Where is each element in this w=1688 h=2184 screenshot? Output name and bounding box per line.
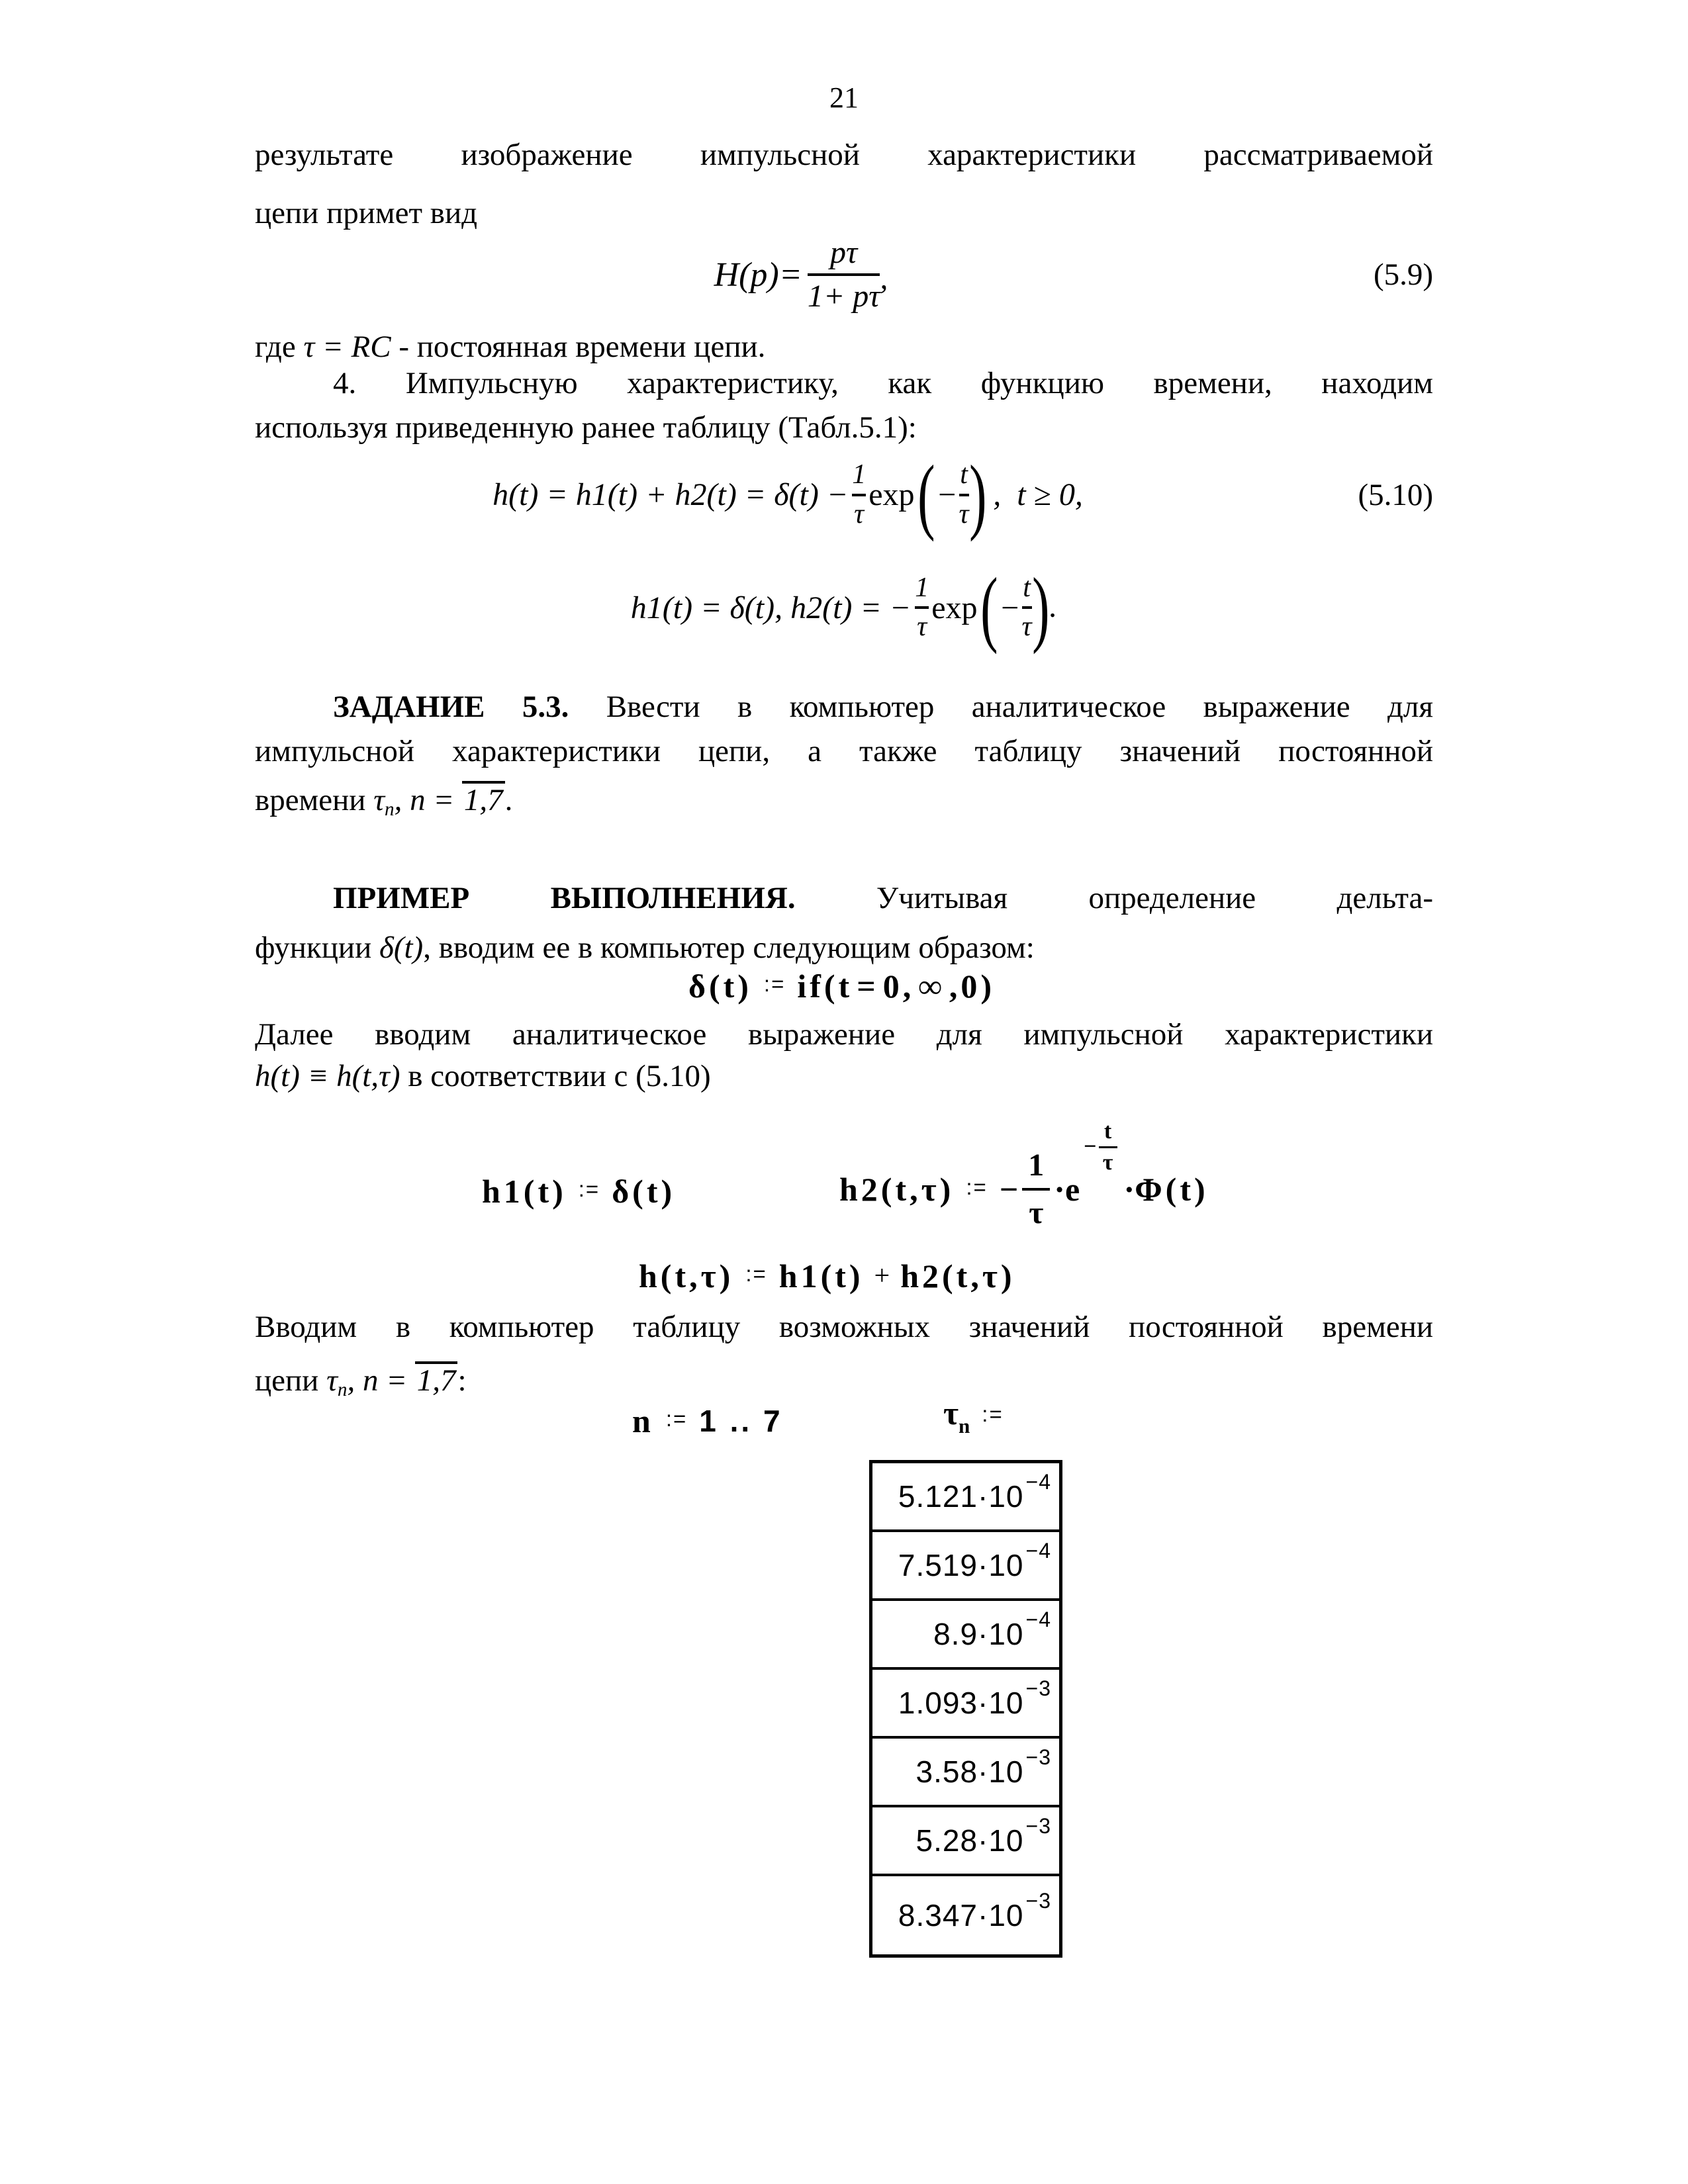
exponent-bar <box>1099 1146 1117 1148</box>
zadanie-line3 <box>255 774 1433 836</box>
mc-h2-lhs: h2(t,τ) <box>839 1171 955 1208</box>
assign-operator: := <box>745 1261 767 1286</box>
page-number: 21 <box>829 81 859 114</box>
fraction <box>808 236 880 314</box>
evaluate-operator: := <box>982 1402 1004 1426</box>
paragraph-intro-line1: результате изображение импульсной характеристики рассматриваемой <box>255 138 1433 172</box>
mc-h1-rhs: δ(t) <box>612 1173 676 1210</box>
value-mantissa: 5.28 <box>915 1823 978 1858</box>
euler-e: e <box>1064 1171 1080 1208</box>
value-exponent: −4 <box>1025 1607 1051 1631</box>
value-exponent: −4 <box>1025 1538 1051 1563</box>
value-mantissa: 7.519 <box>898 1548 978 1582</box>
vvodim-mid: , n = <box>347 1363 415 1398</box>
table-row <box>872 1807 1059 1876</box>
equation-h1-h2 <box>255 551 1433 664</box>
times-ten: ·10 <box>978 1754 1024 1789</box>
fraction-numerator: t <box>960 459 968 490</box>
paragraph-zadanie <box>255 685 1433 836</box>
mathcad-tau-output <box>943 1390 1015 1443</box>
zadanie-line1 <box>255 685 1433 729</box>
exponent-denominator: τ <box>1102 1150 1113 1175</box>
mc-h-lhs: h(t,τ) <box>639 1257 734 1295</box>
right-paren: ) <box>1031 561 1050 655</box>
exponent-numerator: t <box>1103 1118 1112 1144</box>
eq510-lhs: h(t) = h1(t) + h2(t) = δ(t) − <box>492 477 849 512</box>
value-exponent: −3 <box>1025 1813 1051 1838</box>
fraction-bar <box>808 273 880 276</box>
fraction-numerator: 1 <box>1028 1148 1045 1183</box>
zadanie-line3-pre: времени <box>255 783 374 817</box>
left-paren: ( <box>917 447 935 542</box>
mathcad-n-range <box>632 1398 783 1444</box>
vvodim-line1: Вводим в компьютер таблицу возможных значений постоянной времени <box>255 1310 1433 1344</box>
infinity-symbol: ∞ <box>918 968 945 1005</box>
primer-line2-post: , вводим ее в компьютер следующим образом: <box>423 931 1035 965</box>
vvodim-end: : <box>457 1363 467 1398</box>
times-ten: ·10 <box>978 1479 1024 1514</box>
fraction <box>1022 573 1032 643</box>
fraction <box>915 573 929 643</box>
zadanie-mid: , n = <box>394 783 462 817</box>
paragraph-primer <box>255 874 1433 973</box>
times-ten: ·10 <box>978 1686 1024 1720</box>
fraction-bar <box>1022 606 1032 609</box>
phi-function: Φ(t) <box>1135 1171 1209 1208</box>
primer-line1 <box>255 874 1433 923</box>
fraction-bar <box>1022 1188 1050 1191</box>
tau-n-symbol: τn <box>326 1363 348 1401</box>
equation-5-10-body <box>492 447 1083 542</box>
equation-5-9-body <box>714 236 888 314</box>
assign-operator: := <box>578 1177 600 1201</box>
fraction-denominator: τ <box>959 498 969 529</box>
item4-line1: 4. Импульсную характеристику, как функцию времени, находим <box>333 366 1433 400</box>
fraction-denominator: τ <box>1029 1195 1044 1230</box>
fraction-numerator: 1 <box>852 459 867 490</box>
table-row <box>872 1601 1059 1670</box>
multiply-dot: · <box>1123 1171 1135 1208</box>
fraction-numerator: pτ <box>830 235 858 271</box>
eq510-tail: , t ≥ 0, <box>993 477 1083 512</box>
tau-n-symbol: $\tau_n$ <box>943 1394 970 1438</box>
zadanie-lead: ЗАДАНИЕ 5.3. <box>333 690 569 724</box>
overlined-range: 1,7 <box>415 1361 458 1398</box>
equation-h1-h2-body <box>630 561 1058 655</box>
mc-h-term2: h2(t,τ) <box>900 1257 1015 1295</box>
delta-function-symbol: δ(t) <box>379 931 424 965</box>
paragraph-dalee <box>255 1014 1433 1097</box>
mc-n-range-value: 1 .. 7 <box>699 1404 783 1438</box>
table-row <box>872 1532 1059 1601</box>
eqh12-period: . <box>1049 589 1058 625</box>
eq59-comma: , <box>880 260 888 296</box>
value-mantissa: 3.58 <box>915 1754 978 1789</box>
fraction-denominator: τ <box>917 612 927 642</box>
value-mantissa: 5.121 <box>898 1479 978 1514</box>
exponent-minus: − <box>1084 1134 1097 1159</box>
minus-sign: − <box>999 1171 1019 1208</box>
vvodim-line2-pre: цепи <box>255 1363 327 1398</box>
zadanie-end: . <box>504 783 513 817</box>
value-mantissa: 1.093 <box>898 1686 978 1720</box>
left-paren: ( <box>980 561 998 655</box>
fraction <box>1022 1148 1050 1231</box>
times-ten: ·10 <box>978 1823 1024 1858</box>
table-row <box>872 1739 1059 1807</box>
dalee-line1: Далее вводим аналитическое выражение для импульсной характеристики <box>255 1017 1433 1052</box>
mc-n-lhs: n <box>632 1402 654 1439</box>
value-mantissa: 8.9 <box>933 1617 978 1651</box>
overlined-range: 1,7 <box>462 781 505 817</box>
zadanie-line2: импульсной характеристики цепи, а также таблицу значений постоянной <box>255 734 1433 768</box>
table-row <box>872 1670 1059 1739</box>
value-mantissa: 8.347 <box>898 1898 978 1933</box>
fraction-denominator: τ <box>854 498 865 529</box>
assign-operator: := <box>763 972 786 996</box>
mathcad-h-sum <box>639 1251 1015 1300</box>
eq510-inner-minus: − <box>936 477 958 512</box>
eqh12-lhs: h1(t) = δ(t), h2(t) = − <box>630 590 912 625</box>
bold-equals: = <box>857 968 879 1005</box>
primer-line1-rest: Учитывая определение дельта- <box>795 881 1433 915</box>
rc-math: τ = RC <box>303 330 391 364</box>
fraction-bar <box>852 494 866 496</box>
tau-n-symbol: τn <box>373 783 395 821</box>
assign-operator: := <box>665 1406 688 1431</box>
value-exponent: −3 <box>1025 1888 1051 1913</box>
exponent-fraction <box>1099 1120 1117 1174</box>
assign-operator: := <box>966 1175 988 1199</box>
equation-number-5-10: (5.10) <box>1358 477 1433 512</box>
fraction-denominator: 1+ pτ <box>807 279 880 314</box>
fraction-denominator: τ <box>1021 612 1032 642</box>
fraction-bar <box>915 606 929 609</box>
right-paren: ) <box>968 447 987 542</box>
primer-lead: ПРИМЕР ВЫПОЛНЕНИЯ. <box>333 881 796 915</box>
value-exponent: −3 <box>1025 1745 1051 1769</box>
value-exponent: −3 <box>1025 1676 1051 1700</box>
exponent-stack <box>1084 1120 1117 1174</box>
rc-post: - постоянная времени цепи. <box>391 330 766 364</box>
mc-delta-zero1: 0, <box>882 968 915 1005</box>
fraction <box>852 460 866 529</box>
fraction-numerator: t <box>1023 572 1031 603</box>
eqh12-inner-minus: − <box>999 590 1021 625</box>
eqh12-exp-func: exp <box>931 590 978 625</box>
vvodim-line2 <box>255 1352 1433 1418</box>
mathcad-h2-definition <box>839 1107 1209 1272</box>
dalee-line2-rest: в соответствии с (5.10) <box>400 1059 711 1093</box>
equation-5-9 <box>255 222 1433 328</box>
value-exponent: −4 <box>1025 1469 1051 1494</box>
mc-h1-lhs: h1(t) <box>482 1173 567 1210</box>
equation-number-5-9: (5.9) <box>1373 257 1433 292</box>
dalee-line2 <box>255 1056 1433 1097</box>
eq59-lhs: H(p)= <box>714 255 802 294</box>
tau-values-table <box>869 1460 1062 1958</box>
fraction <box>959 460 969 529</box>
fraction-numerator: 1 <box>915 572 929 603</box>
h-equiv-math: h(t) ≡ h(t,τ) <box>255 1059 400 1093</box>
equation-5-10 <box>255 437 1433 553</box>
paragraph-intro-line2: цепи примет вид <box>255 196 478 230</box>
mc-h-term1: h1(t) <box>778 1257 864 1295</box>
times-ten: ·10 <box>978 1898 1024 1933</box>
multiply-dot: · <box>1054 1171 1065 1208</box>
fraction-bar <box>959 494 969 496</box>
mc-delta-if: if(t <box>797 968 853 1005</box>
table-row <box>872 1463 1059 1532</box>
mathcad-h1-definition <box>482 1161 675 1221</box>
times-ten: ·10 <box>978 1617 1024 1651</box>
item4-line2: используя приведенную ранее таблицу (Табл.5.1): <box>255 410 917 445</box>
paragraph-vvodim <box>255 1302 1433 1418</box>
rc-pre: где <box>255 330 304 364</box>
table-row <box>872 1876 1059 1954</box>
primer-line2-pre: функции <box>255 931 379 965</box>
times-ten: ·10 <box>978 1548 1024 1582</box>
mc-delta-zero2: ,0) <box>949 968 996 1005</box>
zadanie-line1-rest: Ввести в компьютер аналитическое выражение для <box>569 690 1434 724</box>
plus-sign: + <box>874 1260 890 1291</box>
mc-delta-lhs: δ(t) <box>688 968 752 1005</box>
eq510-exp-func: exp <box>868 477 915 512</box>
mathcad-delta-definition <box>688 963 995 1009</box>
